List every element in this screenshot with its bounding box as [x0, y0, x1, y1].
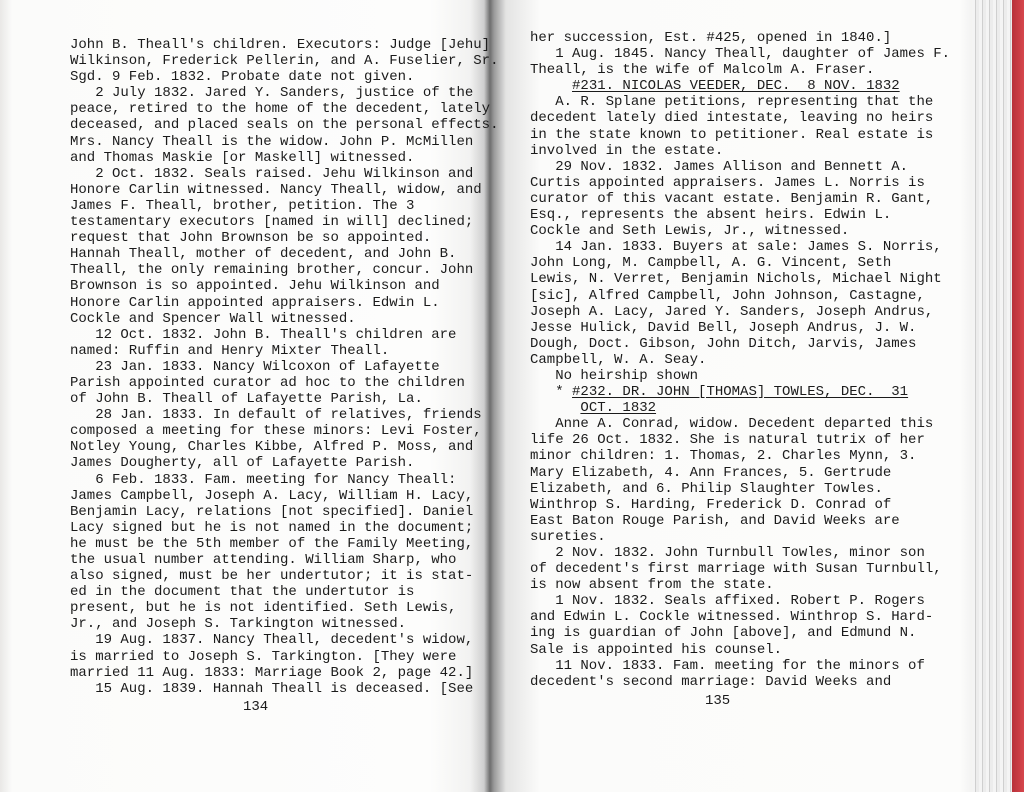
text-line: 2 Oct. 1832. Seals raised. Jehu Wilkinson and — [70, 165, 474, 182]
text-line: in the state known to petitioner. Real estate is — [530, 126, 934, 143]
text-line: Lacy signed but he is not named in the document; — [70, 519, 474, 536]
text-line: Mary Elizabeth, 4. Ann Frances, 5. Gertrude — [530, 464, 892, 481]
entry-heading — [530, 78, 950, 94]
left-page-text — [70, 37, 499, 697]
text-line: 1 Nov. 1832. Seals affixed. Robert P. Rogers — [530, 593, 925, 610]
red-page-edge — [1012, 0, 1024, 792]
text-line: No heirship shown — [530, 367, 699, 384]
text-line: East Baton Rouge Parish, and David Weeks are — [530, 512, 900, 529]
text-line: Elizabeth, and 6. Philip Slaughter Towles. — [530, 480, 883, 497]
page-number-left: 134 — [243, 699, 269, 715]
text-line: James Dougherty, all of Lafayette Parish. — [70, 455, 415, 472]
page-edges — [972, 0, 1012, 792]
text-line: 15 Aug. 1839. Hannah Theall is deceased. [See — [70, 680, 474, 697]
heading-text: #231. NICOLAS VEEDER, DEC. 8 NOV. 1832 — [572, 78, 900, 95]
text-line: Honore Carlin witnessed. Nancy Theall, widow, and — [70, 181, 482, 198]
heading-lead — [530, 78, 572, 94]
text-line: 2 Nov. 1832. John Turnbull Towles, minor son — [530, 545, 925, 561]
text-line: 19 Aug. 1837. Nancy Theall, decedent's widow, — [70, 632, 474, 649]
text-line: John Long, M. Campbell, A. G. Vincent, Seth — [530, 255, 892, 272]
text-line: Anne A. Conrad, widow. Decedent departed this — [530, 416, 934, 433]
text-line: Mrs. Nancy Theall is the widow. John P. McMillen — [70, 133, 474, 150]
text-line: Campbell, W. A. Seay. — [530, 351, 707, 368]
text-line: James Campbell, Joseph A. Lacy, William H. Lacy, — [70, 487, 474, 504]
text-line: 12 Oct. 1832. John B. Theall's children are — [70, 326, 457, 343]
text-line: 6 Feb. 1833. Fam. meeting for Nancy Theall: — [70, 471, 457, 488]
text-line: James F. Theall, brother, petition. The 3 — [70, 197, 415, 214]
text-line: is married to Joseph S. Tarkington. [They were — [70, 648, 457, 665]
text-line: Joseph A. Lacy, Jared Y. Sanders, Joseph Andrus, — [530, 303, 934, 320]
text-line: Lewis, N. Verret, Benjamin Nichols, Michael Night — [530, 271, 942, 288]
text-line: involved in the estate. — [530, 142, 724, 159]
text-line: 11 Nov. 1833. Fam. meeting for the minors of — [530, 657, 925, 674]
text-line: and Edwin L. Cockle witnessed. Winthrop S. Hard- — [530, 609, 934, 626]
heading-text: #232. DR. JOHN [THOMAS] TOWLES, DEC. 31 — [572, 384, 909, 401]
text-line: life 26 Oct. 1832. She is natural tutrix of her — [530, 432, 925, 449]
text-line: Sale is appointed his counsel. — [530, 641, 783, 658]
text-line: Dough, Doct. Gibson, John Ditch, Jarvis, James — [530, 335, 917, 352]
text-line: 23 Jan. 1833. Nancy Wilcoxon of Lafayette — [70, 358, 440, 375]
heading-lead — [530, 400, 580, 416]
text-line: is now absent from the state. — [530, 577, 774, 594]
text-line: decedent's second marriage: David Weeks and — [530, 673, 892, 690]
text-line: [sic], Alfred Campbell, John Johnson, Castagne, — [530, 287, 925, 304]
text-line: Parish appointed curator ad hoc to the children — [70, 374, 465, 391]
text-line: 1 Aug. 1845. Nancy Theall, daughter of James F. — [530, 46, 951, 63]
text-line: present, but he is not identified. Seth Lewis, — [70, 600, 457, 617]
text-line: Sgd. 9 Feb. 1832. Probate date not given. — [70, 69, 415, 86]
text-line: also signed, must be her undertutor; it is stat- — [70, 568, 474, 585]
text-line: composed a meeting for these minors: Levi Foster, — [70, 423, 482, 440]
text-line: testamentary executors [named in will] declined; — [70, 214, 474, 231]
text-line: A. R. Splane petitions, representing that the — [530, 94, 934, 111]
text-line: Theall, is the wife of Malcolm A. Fraser. — [530, 62, 875, 79]
text-line: minor children: 1. Thomas, 2. Charles Mynn, 3. — [530, 448, 917, 465]
heading-lead: * — [530, 384, 573, 401]
text-line: Brownson is so appointed. Jehu Wilkinson and — [70, 278, 440, 295]
text-line: 14 Jan. 1833. Buyers at sale: James S. Norris, — [530, 239, 942, 256]
text-line: the usual number attending. William Sharp, who — [70, 552, 457, 568]
text-line: Hannah Theall, mother of decedent, and John B. — [70, 246, 457, 263]
text-line: Jr., and Joseph S. Tarkington witnessed. — [70, 616, 407, 633]
text-line: Benjamin Lacy, relations [not specified]. Daniel — [70, 503, 474, 520]
text-line: peace, retired to the home of the decedent, lately — [70, 101, 491, 118]
text-line: curator of this vacant estate. Benjamin R. Gant, — [530, 190, 934, 207]
text-line: Esq., represents the absent heirs. Edwin L. — [530, 207, 892, 224]
text-line: ing is guardian of John [above], and Edmund N. — [530, 625, 917, 642]
text-line: her succession, Est. #425, opened in 1840.] — [530, 30, 892, 46]
text-line: Cockle and Seth Lewis, Jr., witnessed. — [530, 223, 850, 240]
text-line: Theall, the only remaining brother, concur. John — [70, 262, 474, 279]
text-line: Winthrop S. Harding, Frederick D. Conrad of — [530, 496, 892, 513]
text-line: Curtis appointed appraisers. James L. Norris is — [530, 174, 925, 191]
text-line: Honore Carlin appointed appraisers. Edwin L. — [70, 294, 440, 311]
entry-heading — [530, 384, 950, 400]
text-line: ed in the document that the undertutor is — [70, 584, 415, 601]
text-line: and Thomas Maskie [or Maskell] witnessed. — [70, 149, 415, 166]
text-line: of decedent's first marriage with Susan Turnbull, — [530, 561, 942, 578]
text-line: Wilkinson, Frederick Pellerin, and A. Fuselier, Sr. — [70, 53, 499, 70]
text-line: request that John Brownson be so appointed. — [70, 230, 432, 247]
text-line: named: Ruffin and Henry Mixter Theall. — [70, 342, 390, 359]
text-line: Notley Young, Charles Kibbe, Alfred P. Moss, and — [70, 439, 474, 456]
text-line: sureties. — [530, 528, 606, 545]
text-line: deceased, and placed seals on the personal effects. — [70, 117, 499, 134]
text-line: 2 July 1832. Jared Y. Sanders, justice of the — [70, 85, 474, 102]
text-line: Jesse Hulick, David Bell, Joseph Andrus, J. W. — [530, 319, 917, 336]
entry-heading — [530, 400, 950, 416]
page-number-right: 135 — [705, 693, 731, 709]
text-line: John B. Theall's children. Executors: Judge [Jehu] — [70, 37, 491, 53]
text-line: he must be the 5th member of the Family Meeting, — [70, 535, 474, 552]
text-line: of John B. Theall of Lafayette Parish, La. — [70, 391, 423, 408]
heading-text: OCT. 1832 — [580, 400, 657, 417]
text-line: 28 Jan. 1833. In default of relatives, friends — [70, 407, 482, 424]
right-page-text — [530, 30, 950, 690]
text-line: Cockle and Spencer Wall witnessed. — [70, 310, 356, 327]
text-line: 29 Nov. 1832. James Allison and Bennett A. — [530, 158, 909, 175]
text-line: married 11 Aug. 1833: Marriage Book 2, page 42.] — [70, 664, 474, 681]
text-line: decedent lately died intestate, leaving no heirs — [530, 110, 934, 127]
